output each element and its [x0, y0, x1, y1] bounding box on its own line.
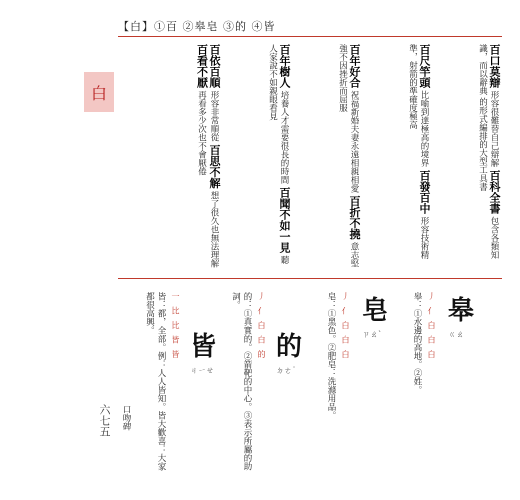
entry-column-3: [298, 44, 360, 270]
entry-term: 百思不解: [208, 144, 221, 189]
radical-tab-label: 白: [90, 83, 107, 103]
stroke-order: 一 比 比 皆 皆: [171, 292, 180, 361]
page-number: 六七五: [98, 404, 111, 437]
entry-term: 百尺竿頭: [418, 44, 431, 88]
pronunciation: ㄍㄠ: [448, 330, 464, 339]
headword-definition: 皋：①水邊的高地。②姓。: [412, 292, 422, 394]
headword-jie: 皆 ㄐㄧㄝ: [190, 332, 217, 375]
headword-definition: 的：①真實的。②箭靶的中心。③表示所屬的助詞。: [230, 292, 252, 471]
headword-definition: 皆：都，全部。例：人人皆知。皆大歡喜：大家都很高興。: [144, 292, 166, 471]
entry-term: 百發百中: [418, 169, 431, 214]
headword-de: 的 ㄉㄜ˙: [276, 332, 303, 375]
stroke-order: 丿 亻 白 白 白: [341, 292, 350, 361]
entry-definition: 比喻到達極高的境界: [419, 90, 429, 168]
entry-column-2: [368, 44, 430, 270]
stroke-order: 丿 亻 白 白 的: [257, 292, 266, 361]
headword-definition: 皂：①黑色。②肥皂：洗滌用品。: [326, 292, 336, 420]
entry-term: 百科全書: [488, 169, 501, 214]
stroke-order: 丿 亻 白 白 白: [427, 292, 436, 361]
entry-term: 百折不撓: [348, 195, 361, 240]
headword-zao: 皂 ㄗㄠˋ: [362, 296, 389, 339]
radical-tab[interactable]: [84, 72, 114, 112]
entry-definition: 意志堅強不因挫折而屈服: [337, 44, 359, 268]
entry-definition: 形容非常順從: [209, 90, 219, 142]
entry-term: 百口莫辯: [488, 44, 501, 88]
entry-column-1: [438, 44, 500, 270]
entry-definition: 聽人家說不如親眼看見: [267, 44, 289, 265]
section-divider: [118, 278, 502, 279]
entry-definition: 再看多少次也不會厭倦: [196, 90, 207, 176]
footnote-text: 口吻碑: [121, 405, 131, 431]
entry-definition: 培養人才需要很長的時間: [279, 90, 289, 185]
pronunciation: ㄗㄠˋ: [362, 330, 382, 339]
entry-term: 百看不厭: [195, 44, 209, 88]
entry-definition: 想了很久也無法理解: [209, 191, 219, 268]
pronunciation: ㄉㄜ˙: [276, 366, 296, 375]
entry-definition: 形容技術精準，射箭的準確度極高: [407, 44, 429, 260]
header-text: 【白】①百 ②皋皂 ③的 ④皆: [118, 20, 276, 33]
entry-definition: 祝福新婚夫妻永遠相親相愛: [349, 90, 359, 193]
entry-definition: 形容很難替自己辯解: [489, 90, 499, 168]
entry-definition: 包含各類知識，而以辭典: [477, 44, 499, 260]
page-header: [118, 18, 276, 34]
headword-gao: 皋 ㄍㄠ: [448, 296, 475, 339]
entry-column-5: [124, 44, 220, 270]
entry-term: 百聞不如一見: [278, 186, 291, 253]
entry-column-4: [228, 44, 290, 270]
entry-definition: 的形式編排的大型工具書: [477, 97, 488, 192]
entry-term: 百年好合: [348, 44, 361, 88]
entry-term: 百依百順: [208, 44, 221, 88]
pronunciation: ㄐㄧㄝ: [190, 366, 214, 375]
header-rule: [118, 36, 502, 37]
entry-term: 百年樹人: [278, 44, 291, 88]
